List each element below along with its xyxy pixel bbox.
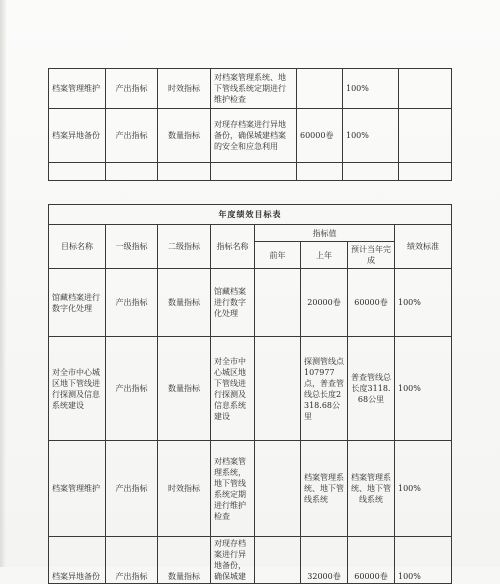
last-year-cell: 60000卷 [297,109,343,163]
standard-cell: 100% [395,537,452,584]
header-prev: 前年 [255,242,301,269]
plan-cell: 60000卷 [348,269,395,337]
plan-cell: 60000卷 [348,537,395,584]
page-edge-shadow [0,0,6,567]
standard-cell: 100% [395,269,452,337]
indicator-cell: 对现存档案进行异地备份，确保城建 [211,537,255,584]
target-name-cell: 档案异地备份 [49,537,106,584]
level2-cell: 数量指标 [158,109,211,163]
header-level1: 一级指标 [106,225,158,269]
standard-cell: 100% [395,337,452,441]
indicator-cell: 馆藏档案进行数字化处理 [211,269,255,337]
plan-cell: 100% [343,69,399,109]
level1-cell: 产出指标 [106,537,158,584]
last-year-cell: 20000卷 [301,269,348,337]
last-year-cell: 探测管线点107977点，普查管线总长度2318.68公里 [301,337,348,441]
header-indicator: 指标名称 [211,225,255,269]
indicator-cell: 对档案管理系统，地下管线系统定期进行维护检查 [211,441,255,537]
target-name-cell: 档案异地备份 [49,109,106,163]
header-target: 目标名称 [49,225,106,269]
prev-year-cell [255,537,301,584]
table-row [49,109,452,163]
header-last: 上年 [301,242,348,269]
level2-cell: 时效指标 [158,441,211,537]
annual-table-title: 年度绩效目标表 [49,205,452,225]
target-name-cell: 对全市中心城区地下管线进行探测及信息系统建设 [49,337,106,441]
last-year-cell: 档案管理系统、地下管线系统 [301,441,348,537]
table-row [49,441,452,537]
prev-year-cell [255,441,301,537]
header-value-group: 指标值 [255,225,395,242]
header-plan: 预计当年完成 [348,242,395,269]
indicator-cell: 对现存档案进行异地备份，确保城建档案的安全和应急利用 [211,109,297,163]
plan-cell: 档案管理系统、地下管线系统 [348,441,395,537]
annual-performance-table [48,204,452,584]
target-name-cell: 档案管理维护 [49,441,106,537]
table-row [49,269,452,337]
level2-cell: 数量指标 [158,537,211,584]
level1-cell: 产出指标 [106,69,158,109]
previous-table-continuation [48,68,452,181]
standard-cell [399,69,452,109]
level1-cell: 产出指标 [106,269,158,337]
level1-cell: 产出指标 [106,337,158,441]
table-row [49,537,452,584]
header-row [49,225,452,242]
table-caption-row [49,205,452,225]
standard-cell: 100% [395,441,452,537]
plan-cell: 100% [343,109,399,163]
level1-cell: 产出指标 [106,109,158,163]
prev-year-cell [255,337,301,441]
table-row [49,69,452,109]
last-year-cell: 32000卷 [301,537,348,584]
level2-cell: 时效指标 [158,69,211,109]
level2-cell: 数量指标 [158,337,211,441]
target-name-cell: 馆藏档案进行数字化处理 [49,269,106,337]
last-year-cell [297,69,343,109]
level1-cell: 产出指标 [106,441,158,537]
level2-cell: 数量指标 [158,269,211,337]
prev-year-cell [255,269,301,337]
target-name-cell: 档案管理维护 [49,69,106,109]
header-standard: 绩效标准 [395,225,452,269]
plan-cell: 普查管线总长度3118.68公里 [348,337,395,441]
standard-cell [399,109,452,163]
indicator-cell: 对全市中心城区地下管线进行探测及信息系统建设 [211,337,255,441]
indicator-cell: 对档案管理系统、地下管线系统定期进行维护检查 [211,69,297,109]
header-level2: 二级指标 [158,225,211,269]
table-row [49,337,452,441]
blank-row [49,163,452,181]
